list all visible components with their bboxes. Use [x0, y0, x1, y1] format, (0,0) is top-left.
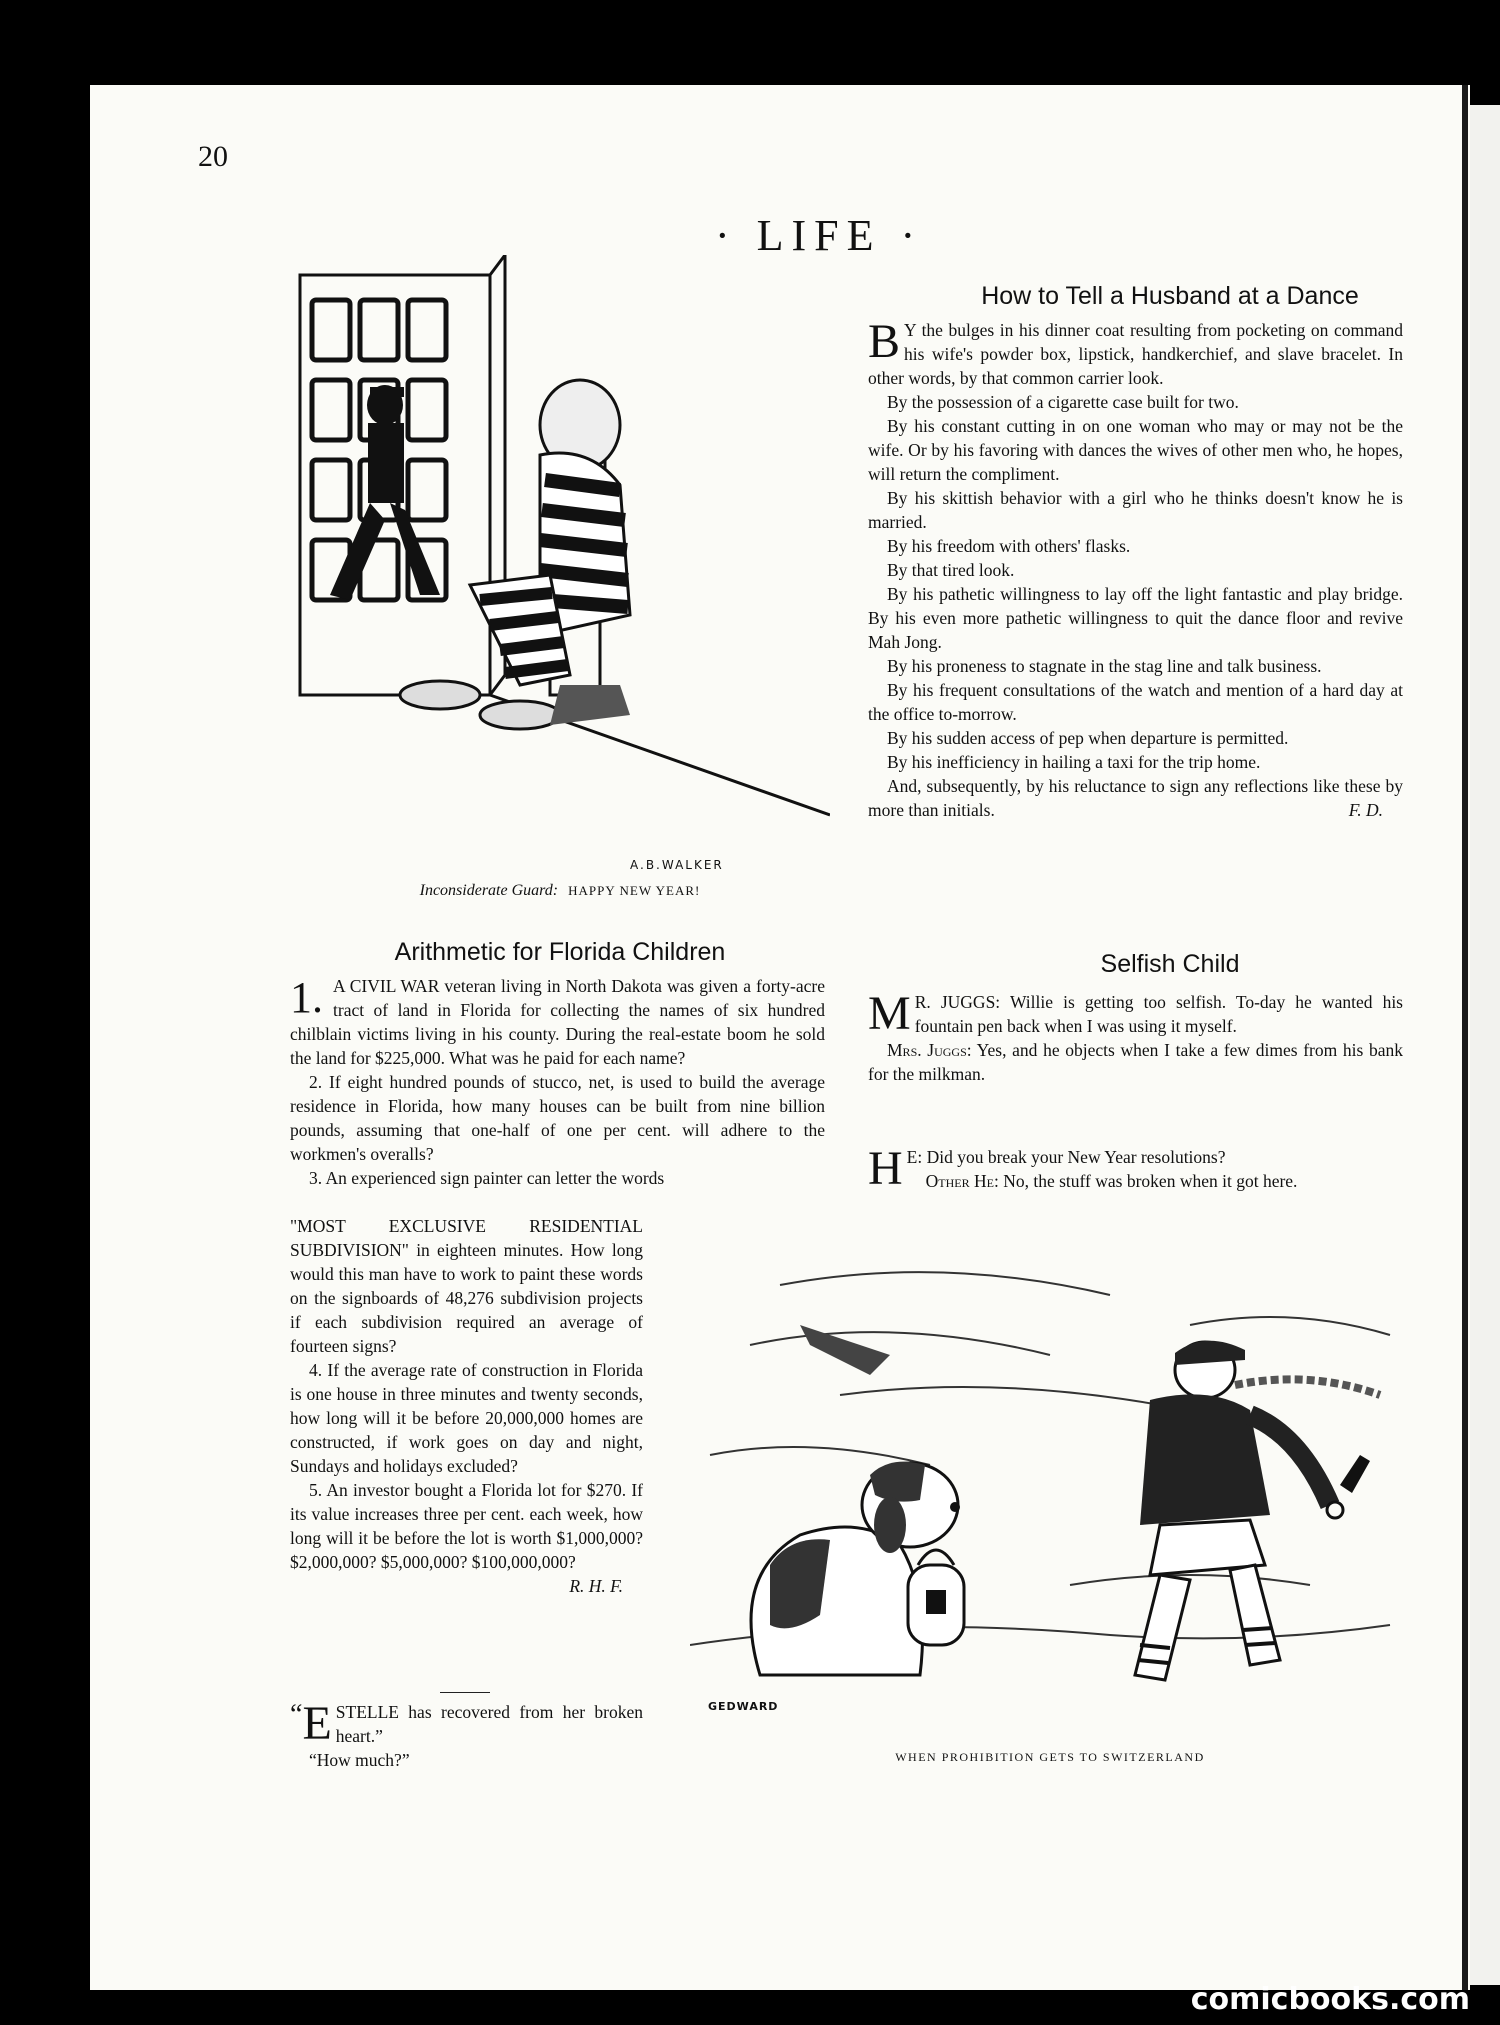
article-paragraph: 2. If eight hundred pounds of stucco, net, is used to build the average residence in Florida, how many houses can be built from nine billion pounds, assuming that one-half of one per cent. will adhere to the workmen's overalls? [290, 1072, 825, 1164]
article-paragraph: By his sudden access of pep when departure is permitted. [887, 728, 1289, 748]
joke-estelle [290, 1697, 643, 1772]
article-paragraph: By his frequent consultations of the watch and mention of a hard day at the office to-morrow. [868, 680, 1403, 724]
article-paragraph: By his constant cutting in on one woman who may or may not be the wife. Or by his favoring with dances the wives of other men who, he hopes, will return the compliment. [868, 416, 1403, 484]
article-body-husband [868, 315, 1403, 822]
cartoon-signature: GEDWARD [708, 1700, 779, 1713]
paragraph-text: A CIVIL WAR veteran living in North Dakota was given a forty-acre tract of land in Florida for collecting the names of six hundred chilblain victims living in his county. During the real-estate boom he sold the land for $225,000. What was he paid for each name? [290, 976, 825, 1068]
traveller-figure [1135, 1341, 1380, 1680]
caption-speaker: Inconsiderate Guard: [419, 882, 559, 899]
cartoon-signature: A.B.WALKER [630, 858, 724, 872]
article-paragraph: By the possession of a cigarette case built for two. [887, 392, 1239, 412]
page-edge [1462, 85, 1468, 1990]
article-paragraph: “How much?” [309, 1750, 410, 1770]
paragraph-text: E: Did you break your New Year resolutions? [906, 1147, 1226, 1167]
prison-cartoon-illustration [290, 255, 830, 865]
article-body-selfish-child [868, 987, 1403, 1086]
article-paragraph: By his skittish behavior with a girl who he thinks doesn't know he is married. [868, 488, 1403, 532]
article-paragraph [868, 315, 1403, 390]
masthead-title: · LIFE · [715, 211, 924, 260]
caption-text: HAPPY NEW YEAR! [568, 883, 701, 898]
page-number: 20 [198, 140, 228, 173]
paragraph-text: STELLE has recovered from her broken heart.” [335, 1702, 643, 1746]
article-paragraph [868, 1169, 1403, 1193]
author-initials: F. D. [1348, 800, 1383, 820]
speaker-name: Other He: [925, 1171, 999, 1191]
next-page-edge [1470, 105, 1500, 1985]
article-paragraph [868, 1038, 1403, 1086]
article-paragraph: 3. An experienced sign painter can letter the words [309, 1168, 665, 1188]
drop-cap: E [302, 1697, 332, 1750]
drop-cap: 1. [290, 973, 323, 1022]
cartoon-caption [290, 882, 830, 900]
watermark: comicbooks.com [1190, 1982, 1470, 2017]
opening-quote: “ [290, 1699, 303, 1730]
article-paragraph: "MOST EXCLUSIVE RESIDENTIAL SUBDIVISION" in eighteen minutes. How long would this man have to work to paint these words on the signboards of 48,276 subdivision projects if each subdivision required an average of fourteen signs? [290, 1216, 643, 1356]
article-paragraph: By his freedom with others' flasks. [887, 536, 1131, 556]
article-body-florida-wide [290, 974, 825, 1190]
speaker-name: Mrs. Juggs: [887, 1040, 972, 1060]
article-body-florida-narrow [290, 1214, 643, 1598]
author-initials: R. H. F. [569, 1576, 623, 1596]
paragraph-text: Y the bulges in his dinner coat resulting from pocketing on command his wife's powder box, lipstick, handkerchief, and slave bracelet. In other words, by that common carrier look. [868, 320, 1403, 388]
joke-new-year-resolutions [868, 1142, 1403, 1195]
article-paragraph: By that tired look. [887, 560, 1015, 580]
section-divider [440, 1692, 490, 1693]
article-paragraph: 4. If the average rate of construction in Florida is one house in three minutes and twenty seconds, how long will it be before 20,000,000 homes are constructed, if work goes on day and night, Sundays and holidays excluded? [290, 1360, 643, 1476]
drop-cap: B [868, 315, 901, 368]
article-paragraph: By his proneness to stagnate in the stag line and talk business. [887, 656, 1322, 676]
article-paragraph [868, 774, 1403, 822]
prisoner-figure [400, 380, 630, 729]
switzerland-cartoon-illustration [690, 1235, 1410, 1725]
article-paragraph [290, 974, 825, 1070]
article-paragraph: By his inefficiency in hailing a taxi for the trip home. [887, 752, 1261, 772]
st-bernard-dog [751, 1462, 964, 1675]
drop-cap: H [868, 1142, 903, 1195]
article-title-selfish-child: Selfish Child [1100, 950, 1240, 978]
article-title-husband: How to Tell a Husband at a Dance [981, 282, 1359, 310]
article-paragraph: 5. An investor bought a Florida lot for $270. If its value increases three per cent. each week, how long will it be before the lot is worth $1,000,000? $2,000,000? $5,000,000? $100,000,000? [290, 1480, 643, 1572]
drop-cap: M [868, 987, 911, 1040]
article-paragraph: By his pathetic willingness to lay off the light fantastic and play bridge. By his even more pathetic willingness to quit the dance floor and revive Mah Jong. [868, 584, 1403, 652]
article-paragraph [868, 987, 1403, 1040]
paragraph-text: And, subsequently, by his reluctance to sign any reflections like these by more than initials. [868, 776, 1403, 820]
paragraph-text: No, the stuff was broken when it got here. [1003, 1171, 1298, 1191]
article-title-florida: Arithmetic for Florida Children [394, 938, 726, 966]
cartoon-caption: WHEN PROHIBITION GETS TO SWITZERLAND [895, 1750, 1205, 1764]
article-paragraph [290, 1697, 643, 1750]
paragraph-text: R. JUGGS: Willie is getting too selfish. To-day he wanted his fountain pen back when I was using it myself. [914, 992, 1403, 1036]
paragraph-text: Yes, and he objects when I take a few dimes from his bank for the milkman. [868, 1040, 1403, 1084]
guard-figure [330, 385, 440, 600]
